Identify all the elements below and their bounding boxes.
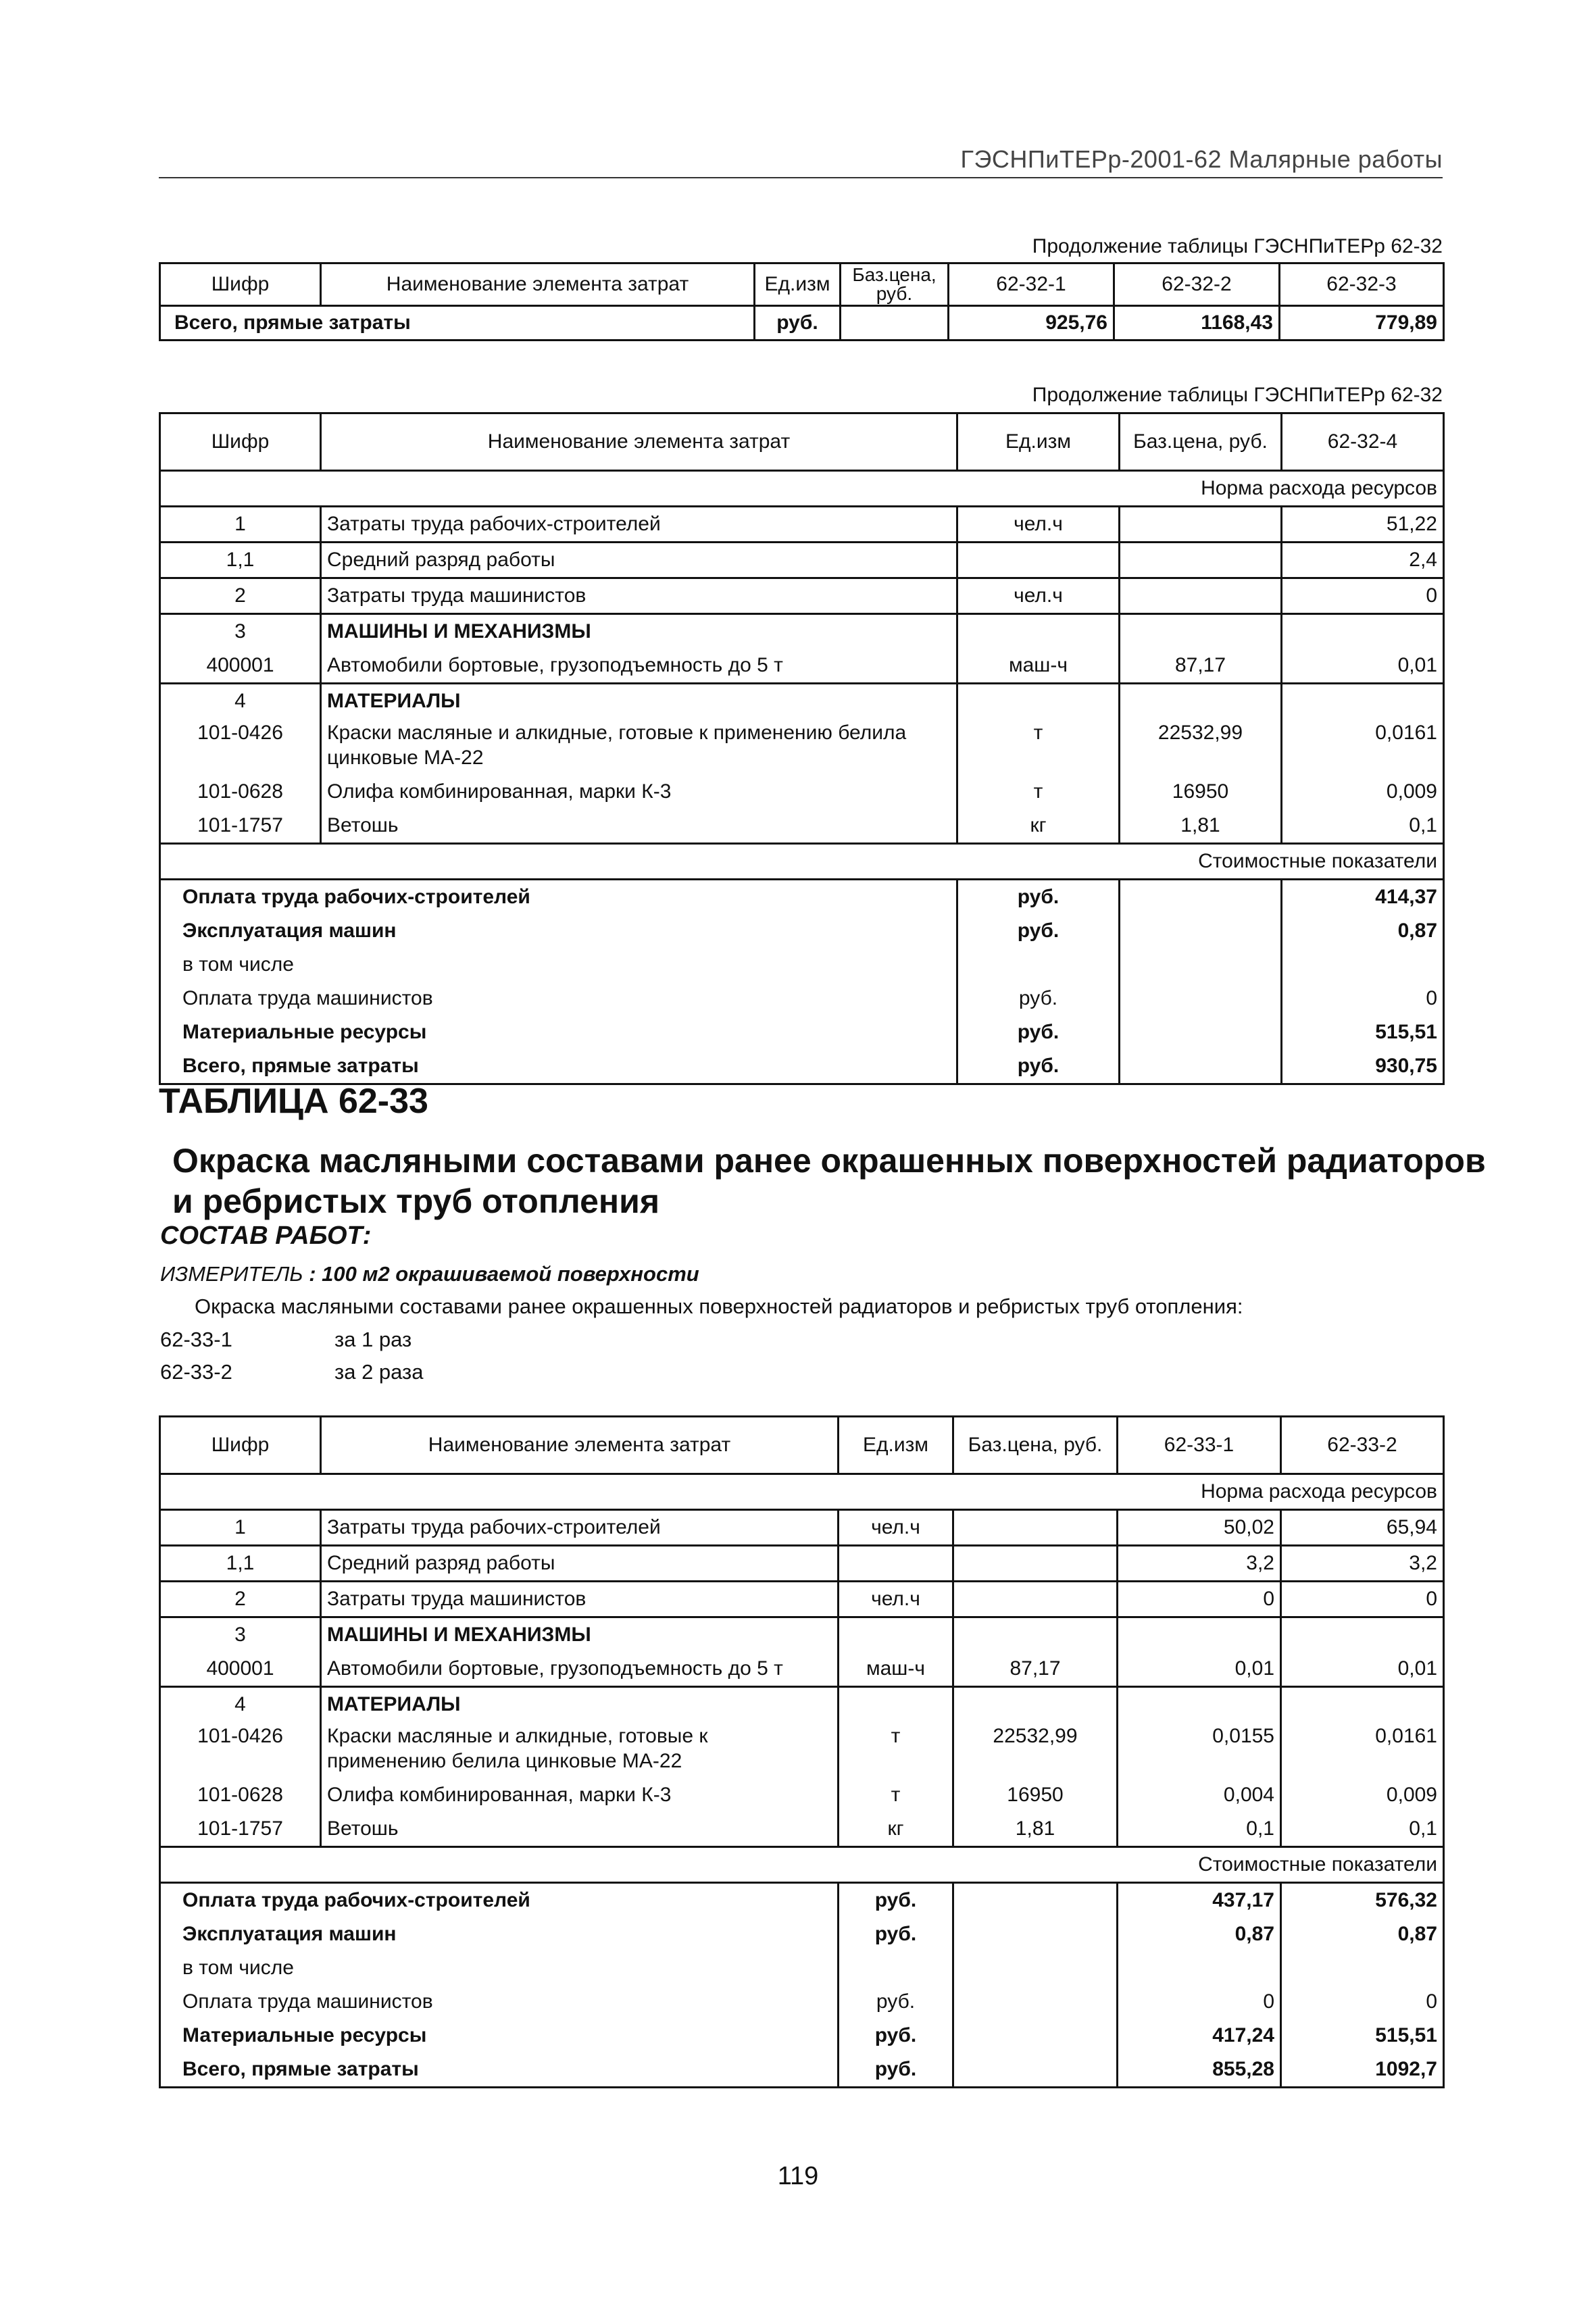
- row-unit: кг: [957, 809, 1120, 844]
- row-price: [1120, 684, 1282, 719]
- cost-unit: [839, 1951, 953, 1985]
- row-value: 0,1: [1282, 809, 1444, 844]
- row-unit: [957, 614, 1120, 649]
- table1-total-price: [841, 306, 949, 341]
- row-price: [1120, 578, 1282, 614]
- cost-price: [953, 1917, 1118, 1951]
- cost-value: [1118, 1951, 1281, 1985]
- cost-value: 437,17: [1118, 1883, 1281, 1918]
- cost-price: [1120, 880, 1282, 915]
- table1-header-name: Наименование элемента затрат: [321, 263, 755, 306]
- table-row: [160, 718, 1444, 775]
- row-name: Краски масляные и алкидные, готовые к применению белила цинковые МА-22: [321, 718, 957, 775]
- cost-price: [953, 1951, 1118, 1985]
- row-value: [1281, 1687, 1444, 1722]
- table3-norm-label: Норма расхода ресурсов: [160, 1474, 1444, 1510]
- table-row: [160, 809, 1444, 844]
- cost-value: [1282, 948, 1444, 982]
- table1-total-value: 925,76: [949, 306, 1114, 341]
- cost-price: [1120, 948, 1282, 982]
- table-row: [160, 1582, 1444, 1617]
- table-row: [160, 1778, 1444, 1812]
- cost-price: [1120, 1049, 1282, 1084]
- cost-value: 930,75: [1282, 1049, 1444, 1084]
- cost-value: 515,51: [1282, 1015, 1444, 1049]
- row-value: 0,009: [1281, 1778, 1444, 1812]
- cost-price: [953, 2019, 1118, 2053]
- row-price: [1120, 543, 1282, 578]
- row-unit: маш-ч: [839, 1652, 953, 1687]
- cost-label: Материальные ресурсы: [160, 1015, 957, 1049]
- table3-header-price: Баз.цена, руб.: [953, 1417, 1118, 1474]
- row-name: Автомобили бортовые, грузоподъемность до 5 т: [321, 649, 957, 684]
- table3: [159, 1415, 1445, 2088]
- table1-header-col3: 62-32-3: [1280, 263, 1444, 306]
- cost-row: [160, 914, 1444, 948]
- row-value: 0: [1282, 578, 1444, 614]
- row-value: 3,2: [1118, 1546, 1281, 1582]
- table2-header-col1: 62-32-4: [1282, 413, 1444, 471]
- row-price: 16950: [1120, 775, 1282, 809]
- table-row: [160, 1652, 1444, 1687]
- table-row: [160, 649, 1444, 684]
- cost-label: в том числе: [160, 1951, 839, 1985]
- cost-unit: руб.: [957, 1015, 1120, 1049]
- cost-label: Эксплуатация машин: [160, 1917, 839, 1951]
- cost-value: 0: [1118, 1985, 1281, 2019]
- row-name: МАШИНЫ И МЕХАНИЗМЫ: [321, 1617, 839, 1653]
- table1-header-code: Шифр: [160, 263, 321, 306]
- row-code: 101-1757: [160, 809, 321, 844]
- row-name: Затраты труда рабочих-строителей: [321, 1510, 839, 1546]
- cost-label: Оплата труда машинистов: [160, 1985, 839, 2019]
- row-value: [1118, 1617, 1281, 1653]
- work-code-text: за 2 раза: [334, 1360, 424, 1384]
- cost-unit: руб.: [957, 914, 1120, 948]
- row-price: [953, 1510, 1118, 1546]
- row-value: 0: [1281, 1582, 1444, 1617]
- cost-row: [160, 1883, 1444, 1918]
- row-value: [1282, 684, 1444, 719]
- row-unit: чел.ч: [957, 578, 1120, 614]
- row-value: 0,004: [1118, 1778, 1281, 1812]
- row-value: 0,1: [1118, 1812, 1281, 1847]
- table-row: [160, 578, 1444, 614]
- cost-price: [953, 1985, 1118, 2019]
- cost-price: [953, 1883, 1118, 1918]
- table1-header-col1: 62-32-1: [949, 263, 1114, 306]
- cost-unit: руб.: [839, 2053, 953, 2088]
- table-row: [160, 1546, 1444, 1582]
- work-code: 62-33-2: [160, 1360, 232, 1384]
- table-row: [160, 1617, 1444, 1653]
- row-code: 400001: [160, 649, 321, 684]
- row-price: 1,81: [953, 1812, 1118, 1847]
- row-code: 2: [160, 1582, 321, 1617]
- cost-label: Всего, прямые затраты: [160, 1049, 957, 1084]
- cost-value: 0,87: [1281, 1917, 1444, 1951]
- row-name: Средний разряд работы: [321, 543, 957, 578]
- row-value: 0,1: [1281, 1812, 1444, 1847]
- cost-value: 0,87: [1118, 1917, 1281, 1951]
- table2: [159, 412, 1445, 1085]
- row-unit: [839, 1617, 953, 1653]
- row-price: [953, 1582, 1118, 1617]
- table1-total-value: 779,89: [1280, 306, 1444, 341]
- table-row: [160, 1687, 1444, 1722]
- row-value: [1281, 1617, 1444, 1653]
- table1-total-unit: руб.: [755, 306, 841, 341]
- page-number: 119: [777, 2162, 819, 2190]
- row-code: 101-0426: [160, 718, 321, 775]
- row-name: Олифа комбинированная, марки К-3: [321, 775, 957, 809]
- row-name: Затраты труда рабочих-строителей: [321, 507, 957, 543]
- cost-unit: руб.: [839, 1985, 953, 2019]
- cost-price: [953, 2053, 1118, 2088]
- table3-cost-label: Стоимостные показатели: [160, 1847, 1444, 1883]
- row-name: МАШИНЫ И МЕХАНИЗМЫ: [321, 614, 957, 649]
- section-subtitle: Окраска масляными составами ранее окрашенных поверхностей радиаторов и ребристых труб отопления: [172, 1142, 1486, 1220]
- row-name: Краски масляные и алкидные, готовые к применению белила цинковые МА-22: [321, 1721, 839, 1778]
- work-code: 62-33-1: [160, 1328, 232, 1351]
- work-description: Окраска масляными составами ранее окрашенных поверхностей радиаторов и ребристых труб отопления:: [195, 1294, 1243, 1318]
- table-row: [160, 614, 1444, 649]
- cost-value: 0: [1281, 1985, 1444, 2019]
- measure-value: : 100 м2 окрашиваемой поверхности: [309, 1262, 699, 1286]
- row-name: Средний разряд работы: [321, 1546, 839, 1582]
- row-value: 0: [1118, 1582, 1281, 1617]
- row-price: 22532,99: [1120, 718, 1282, 775]
- row-unit: маш-ч: [957, 649, 1120, 684]
- table-row: [160, 1721, 1444, 1778]
- row-code: 101-0628: [160, 1778, 321, 1812]
- cost-value: 414,37: [1282, 880, 1444, 915]
- row-name: Ветошь: [321, 1812, 839, 1847]
- row-price: 22532,99: [953, 1721, 1118, 1778]
- header-rule: [159, 177, 1443, 178]
- cost-unit: руб.: [839, 2019, 953, 2053]
- row-value: [1118, 1687, 1281, 1722]
- row-code: 4: [160, 1687, 321, 1722]
- work-code-text: за 1 раз: [334, 1328, 412, 1351]
- cost-row: [160, 2053, 1444, 2088]
- row-name: Автомобили бортовые, грузоподъемность до 5 т: [321, 1652, 839, 1687]
- cost-value: [1281, 1951, 1444, 1985]
- table-row: [160, 543, 1444, 578]
- row-code: 3: [160, 614, 321, 649]
- cost-unit: руб.: [957, 1049, 1120, 1084]
- row-unit: [957, 684, 1120, 719]
- table1-header-unit: Ед.изм: [755, 263, 841, 306]
- row-code: 1: [160, 1510, 321, 1546]
- cost-label: Материальные ресурсы: [160, 2019, 839, 2053]
- cost-price: [1120, 1015, 1282, 1049]
- table2-continuation-label: Продолжение таблицы ГЭСНПиТЕРр 62-32: [1032, 384, 1443, 406]
- row-unit: т: [839, 1778, 953, 1812]
- cost-unit: руб.: [957, 880, 1120, 915]
- row-name: Затраты труда машинистов: [321, 1582, 839, 1617]
- cost-unit: [957, 948, 1120, 982]
- cost-unit: руб.: [839, 1917, 953, 1951]
- row-code: 400001: [160, 1652, 321, 1687]
- row-name: Ветошь: [321, 809, 957, 844]
- row-value: 2,4: [1282, 543, 1444, 578]
- cost-row: [160, 2019, 1444, 2053]
- cost-label: Оплата труда рабочих-строителей: [160, 880, 957, 915]
- table2-header-price: Баз.цена, руб.: [1120, 413, 1282, 471]
- measure-label: ИЗМЕРИТЕЛЬ: [160, 1262, 303, 1286]
- cost-unit: руб.: [957, 982, 1120, 1015]
- row-price: 1,81: [1120, 809, 1282, 844]
- row-price: [953, 1546, 1118, 1582]
- row-code: 4: [160, 684, 321, 719]
- table1: [159, 262, 1445, 341]
- cost-value: 417,24: [1118, 2019, 1281, 2053]
- cost-row: [160, 982, 1444, 1015]
- row-value: 65,94: [1281, 1510, 1444, 1546]
- table3-header-col2: 62-33-2: [1281, 1417, 1444, 1474]
- row-price: [953, 1687, 1118, 1722]
- table-row: [160, 684, 1444, 719]
- table1-header-price: Баз.цена, руб.: [841, 263, 949, 306]
- row-unit: [839, 1687, 953, 1722]
- cost-price: [1120, 982, 1282, 1015]
- table1-total-value: 1168,43: [1114, 306, 1280, 341]
- cost-row: [160, 1985, 1444, 2019]
- table2-header-unit: Ед.изм: [957, 413, 1120, 471]
- row-value: 0,01: [1282, 649, 1444, 684]
- row-value: 50,02: [1118, 1510, 1281, 1546]
- table2-header-name: Наименование элемента затрат: [321, 413, 957, 471]
- row-value: 0,0161: [1281, 1721, 1444, 1778]
- row-code: 3: [160, 1617, 321, 1653]
- table-row: [160, 775, 1444, 809]
- measure-line: [160, 1262, 699, 1286]
- cost-label: Эксплуатация машин: [160, 914, 957, 948]
- row-value: [1282, 614, 1444, 649]
- row-unit: [957, 543, 1120, 578]
- table3-header-name: Наименование элемента затрат: [321, 1417, 839, 1474]
- row-unit: кг: [839, 1812, 953, 1847]
- table2-norm-label: Норма расхода ресурсов: [160, 471, 1444, 507]
- row-unit: [839, 1546, 953, 1582]
- table3-header-col1: 62-33-1: [1118, 1417, 1281, 1474]
- cost-row: [160, 880, 1444, 915]
- row-unit: чел.ч: [839, 1582, 953, 1617]
- row-value: 51,22: [1282, 507, 1444, 543]
- cost-value: 0,87: [1282, 914, 1444, 948]
- table1-total-label: Всего, прямые затраты: [160, 306, 755, 341]
- row-code: 1,1: [160, 543, 321, 578]
- row-price: 87,17: [1120, 649, 1282, 684]
- cost-price: [1120, 914, 1282, 948]
- table-title: ТАБЛИЦА 62-33: [159, 1082, 428, 1121]
- cost-label: Всего, прямые затраты: [160, 2053, 839, 2088]
- row-value: 3,2: [1281, 1546, 1444, 1582]
- row-name: Затраты труда машинистов: [321, 578, 957, 614]
- row-name: МАТЕРИАЛЫ: [321, 1687, 839, 1722]
- cost-row: [160, 1917, 1444, 1951]
- row-code: 101-0628: [160, 775, 321, 809]
- cost-value: 515,51: [1281, 2019, 1444, 2053]
- cost-value: 1092,7: [1281, 2053, 1444, 2088]
- row-value: 0,01: [1118, 1652, 1281, 1687]
- row-unit: т: [957, 775, 1120, 809]
- row-unit: т: [839, 1721, 953, 1778]
- row-name: МАТЕРИАЛЫ: [321, 684, 957, 719]
- cost-value: 0: [1282, 982, 1444, 1015]
- cost-row: [160, 948, 1444, 982]
- row-code: 1: [160, 507, 321, 543]
- row-price: [1120, 614, 1282, 649]
- table-row: [160, 1510, 1444, 1546]
- row-price: 87,17: [953, 1652, 1118, 1687]
- cost-row: [160, 1015, 1444, 1049]
- row-name: Олифа комбинированная, марки К-3: [321, 1778, 839, 1812]
- table-row: [160, 507, 1444, 543]
- row-price: [1120, 507, 1282, 543]
- row-price: 16950: [953, 1778, 1118, 1812]
- cost-label: Оплата труда машинистов: [160, 982, 957, 1015]
- cost-label: в том числе: [160, 948, 957, 982]
- row-price: [953, 1617, 1118, 1653]
- row-unit: т: [957, 718, 1120, 775]
- row-value: 0,01: [1281, 1652, 1444, 1687]
- row-value: 0,0161: [1282, 718, 1444, 775]
- row-value: 0,0155: [1118, 1721, 1281, 1778]
- cost-label: Оплата труда рабочих-строителей: [160, 1883, 839, 1918]
- table2-cost-label: Стоимостные показатели: [160, 844, 1444, 880]
- cost-row: [160, 1049, 1444, 1084]
- row-code: 2: [160, 578, 321, 614]
- cost-value: 855,28: [1118, 2053, 1281, 2088]
- table3-header-code: Шифр: [160, 1417, 321, 1474]
- running-header-title: ГЭСНПиТЕРр-2001-62 Малярные работы: [960, 145, 1443, 173]
- row-unit: чел.ч: [839, 1510, 953, 1546]
- row-code: 1,1: [160, 1546, 321, 1582]
- table1-continuation-label: Продолжение таблицы ГЭСНПиТЕРр 62-32: [1032, 235, 1443, 257]
- table2-header-code: Шифр: [160, 413, 321, 471]
- cost-value: 576,32: [1281, 1883, 1444, 1918]
- row-value: 0,009: [1282, 775, 1444, 809]
- row-code: 101-0426: [160, 1721, 321, 1778]
- cost-unit: руб.: [839, 1883, 953, 1918]
- table-row: [160, 1812, 1444, 1847]
- work-composition-label: СОСТАВ РАБОТ:: [160, 1222, 372, 1250]
- row-code: 101-1757: [160, 1812, 321, 1847]
- row-unit: чел.ч: [957, 507, 1120, 543]
- cost-row: [160, 1951, 1444, 1985]
- table3-header-unit: Ед.изм: [839, 1417, 953, 1474]
- table1-header-col2: 62-32-2: [1114, 263, 1280, 306]
